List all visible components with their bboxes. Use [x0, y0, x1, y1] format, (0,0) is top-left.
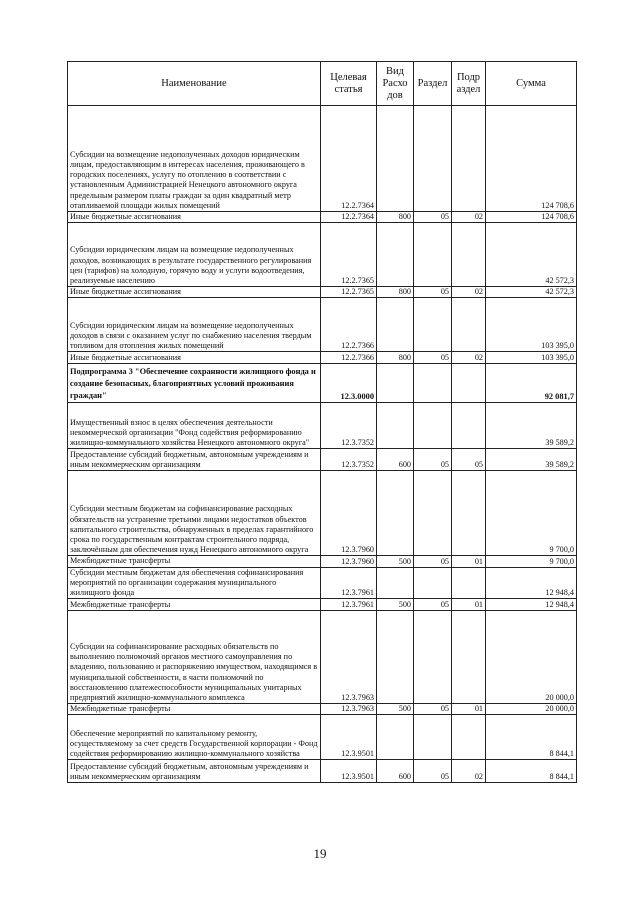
cell-amount: 12 948,4	[486, 567, 577, 599]
cell-subsection	[452, 223, 486, 287]
cell-section	[414, 298, 452, 352]
cell-target: 12.3.7960	[321, 556, 377, 567]
cell-expense-type	[377, 715, 414, 760]
cell-name: Иные бюджетные ассигнования	[68, 352, 321, 364]
cell-name: Межбюджетные трансферты	[68, 704, 321, 715]
cell-amount: 92 081,7	[486, 364, 577, 403]
cell-target: 12.3.9501	[321, 715, 377, 760]
cell-amount: 103 395,0	[486, 298, 577, 352]
cell-amount: 42 572,3	[486, 223, 577, 287]
cell-name: Подпрограмма 3 "Обеспечение сохранности жилищного фонда и создание безопасных, благоприятных условий проживания граждан"	[68, 364, 321, 403]
cell-section	[414, 223, 452, 287]
cell-amount: 20 000,0	[486, 611, 577, 704]
cell-expense-type: 600	[377, 760, 414, 783]
cell-expense-type: 500	[377, 704, 414, 715]
cell-section: 05	[414, 760, 452, 783]
table-row	[68, 599, 577, 611]
table-row	[68, 298, 577, 352]
cell-target: 12.2.7364	[321, 212, 377, 223]
budget-table	[67, 61, 577, 783]
table-row	[68, 704, 577, 715]
cell-subsection	[452, 471, 486, 556]
cell-amount: 103 395,0	[486, 352, 577, 364]
cell-section: 05	[414, 556, 452, 567]
cell-expense-type	[377, 298, 414, 352]
cell-expense-type: 600	[377, 449, 414, 471]
cell-target: 12.2.7366	[321, 352, 377, 364]
cell-section	[414, 106, 452, 212]
cell-amount: 8 844,1	[486, 760, 577, 783]
table-row	[68, 364, 577, 403]
cell-section: 05	[414, 212, 452, 223]
cell-target: 12.3.7961	[321, 599, 377, 611]
cell-amount: 39 589,2	[486, 403, 577, 449]
cell-section	[414, 715, 452, 760]
cell-name: Субсидии юридическим лицам на возмещение недополученных доходов, возникающих в результате государственного регулирования цен (тарифов) на холодную, горячую воду и услуги водоотведения, реализуемые населению	[68, 223, 321, 287]
cell-target: 12.2.7365	[321, 287, 377, 298]
cell-expense-type: 500	[377, 599, 414, 611]
header-expense-type: Вид Расхо дов	[377, 62, 414, 106]
table-row	[68, 352, 577, 364]
table-row	[68, 556, 577, 567]
cell-section: 05	[414, 352, 452, 364]
table-row	[68, 212, 577, 223]
cell-name: Иные бюджетные ассигнования	[68, 287, 321, 298]
table-row	[68, 106, 577, 212]
cell-section	[414, 403, 452, 449]
cell-amount: 42 572,3	[486, 287, 577, 298]
cell-target: 12.2.7365	[321, 223, 377, 287]
cell-name: Предоставление субсидий бюджетным, автономным учреждениям и иным некоммерческим организациям	[68, 449, 321, 471]
table-row	[68, 471, 577, 556]
cell-name: Субсидии на возмещение недополученных доходов юридическим лицам, предоставляющим в интересах населения, проживающего в городских поселениях, услугу по отоплению в соответствии с установленным Администрацией Ненецкого автономного округа предельным размером платы граждан за один квадратный метр отапливаемой площади жилых помещений	[68, 106, 321, 212]
cell-subsection: 02	[452, 287, 486, 298]
cell-expense-type: 800	[377, 212, 414, 223]
cell-target: 12.3.7961	[321, 567, 377, 599]
table-header-row	[68, 62, 577, 106]
cell-target: 12.2.7364	[321, 106, 377, 212]
cell-target: 12.2.7366	[321, 298, 377, 352]
table-row	[68, 287, 577, 298]
cell-subsection: 05	[452, 449, 486, 471]
cell-section: 05	[414, 287, 452, 298]
cell-subsection	[452, 298, 486, 352]
table-row	[68, 715, 577, 760]
header-target: Целевая статья	[321, 62, 377, 106]
cell-subsection: 02	[452, 212, 486, 223]
cell-target: 12.3.7963	[321, 611, 377, 704]
cell-subsection	[452, 715, 486, 760]
header-name: Наименование	[68, 62, 321, 106]
cell-expense-type: 500	[377, 556, 414, 567]
cell-subsection: 02	[452, 352, 486, 364]
cell-section: 05	[414, 599, 452, 611]
cell-subsection	[452, 364, 486, 403]
cell-target: 12.3.0000	[321, 364, 377, 403]
cell-expense-type: 800	[377, 287, 414, 298]
cell-subsection: 01	[452, 704, 486, 715]
cell-amount: 8 844,1	[486, 715, 577, 760]
cell-subsection: 01	[452, 599, 486, 611]
cell-expense-type	[377, 403, 414, 449]
cell-name: Обеспечение мероприятий по капитальному ремонту, осуществляемому за счет средств Государственной корпорации - Фонд содействия реформированию жилищно-коммунального хозяйства	[68, 715, 321, 760]
cell-expense-type	[377, 364, 414, 403]
cell-section: 05	[414, 449, 452, 471]
cell-name: Межбюджетные трансферты	[68, 556, 321, 567]
cell-target: 12.3.7352	[321, 449, 377, 471]
table-row	[68, 567, 577, 599]
cell-subsection	[452, 106, 486, 212]
cell-section	[414, 471, 452, 556]
table-row	[68, 223, 577, 287]
cell-expense-type	[377, 471, 414, 556]
table-row	[68, 760, 577, 783]
cell-expense-type	[377, 223, 414, 287]
cell-name: Имущественный взнос в целях обеспечения деятельности некоммерческой организации "Фонд содействия реформированию жилищно-коммунального хозяйства Ненецкого автономного округа"	[68, 403, 321, 449]
header-section: Раздел	[414, 62, 452, 106]
cell-name: Субсидии местным бюджетам для обеспечения софинансирования мероприятий по организации содержания муниципального жилищного фонда	[68, 567, 321, 599]
table-row	[68, 403, 577, 449]
cell-expense-type	[377, 611, 414, 704]
cell-subsection: 02	[452, 760, 486, 783]
cell-target: 12.3.7352	[321, 403, 377, 449]
cell-amount: 124 708,6	[486, 212, 577, 223]
cell-section	[414, 567, 452, 599]
cell-expense-type: 800	[377, 352, 414, 364]
table-body	[68, 106, 577, 783]
cell-amount: 20 000,0	[486, 704, 577, 715]
header-amount: Сумма	[486, 62, 577, 106]
cell-subsection	[452, 567, 486, 599]
cell-target: 12.3.9501	[321, 760, 377, 783]
cell-subsection: 01	[452, 556, 486, 567]
header-subsection: Подр аздел	[452, 62, 486, 106]
cell-expense-type	[377, 106, 414, 212]
cell-target: 12.3.7963	[321, 704, 377, 715]
cell-amount: 9 700,0	[486, 471, 577, 556]
cell-subsection	[452, 611, 486, 704]
cell-name: Предоставление субсидий бюджетным, автономным учреждениям и иным некоммерческим организациям	[68, 760, 321, 783]
cell-amount: 124 708,6	[486, 106, 577, 212]
cell-target: 12.3.7960	[321, 471, 377, 556]
cell-expense-type	[377, 567, 414, 599]
cell-name: Субсидии на софинансирование расходных обязательств по выполнению полномочий органов местного самоуправления по владению, пользованию и распоряжению имуществом, находящимся в муниципальной собственности, в части полномочий по восстановлению платежеспособности муниципальных унитарных предприятий жилищно-коммунального комплекса	[68, 611, 321, 704]
page-number: 19	[313, 846, 327, 861]
cell-name: Иные бюджетные ассигнования	[68, 212, 321, 223]
cell-name: Субсидии местным бюджетам на софинансирование расходных обязательств на устранение третьими лицами недостатков объектов капитального строительства, обнаруженных в пределах гарантийного срока по государственным контрактам строительного подряда, заключённым для обеспечения нужд Ненецкого автономного округа	[68, 471, 321, 556]
cell-amount: 12 948,4	[486, 599, 577, 611]
cell-name: Субсидии юридическим лицам на возмещение недополученных доходов в связи с оказанием услуг по снабжению населения твердым топливом для отопления жилых помещений	[68, 298, 321, 352]
cell-amount: 39 589,2	[486, 449, 577, 471]
cell-section: 05	[414, 704, 452, 715]
table-row	[68, 611, 577, 704]
table-row	[68, 449, 577, 471]
cell-section	[414, 611, 452, 704]
cell-amount: 9 700,0	[486, 556, 577, 567]
cell-name: Межбюджетные трансферты	[68, 599, 321, 611]
cell-subsection	[452, 403, 486, 449]
cell-section	[414, 364, 452, 403]
